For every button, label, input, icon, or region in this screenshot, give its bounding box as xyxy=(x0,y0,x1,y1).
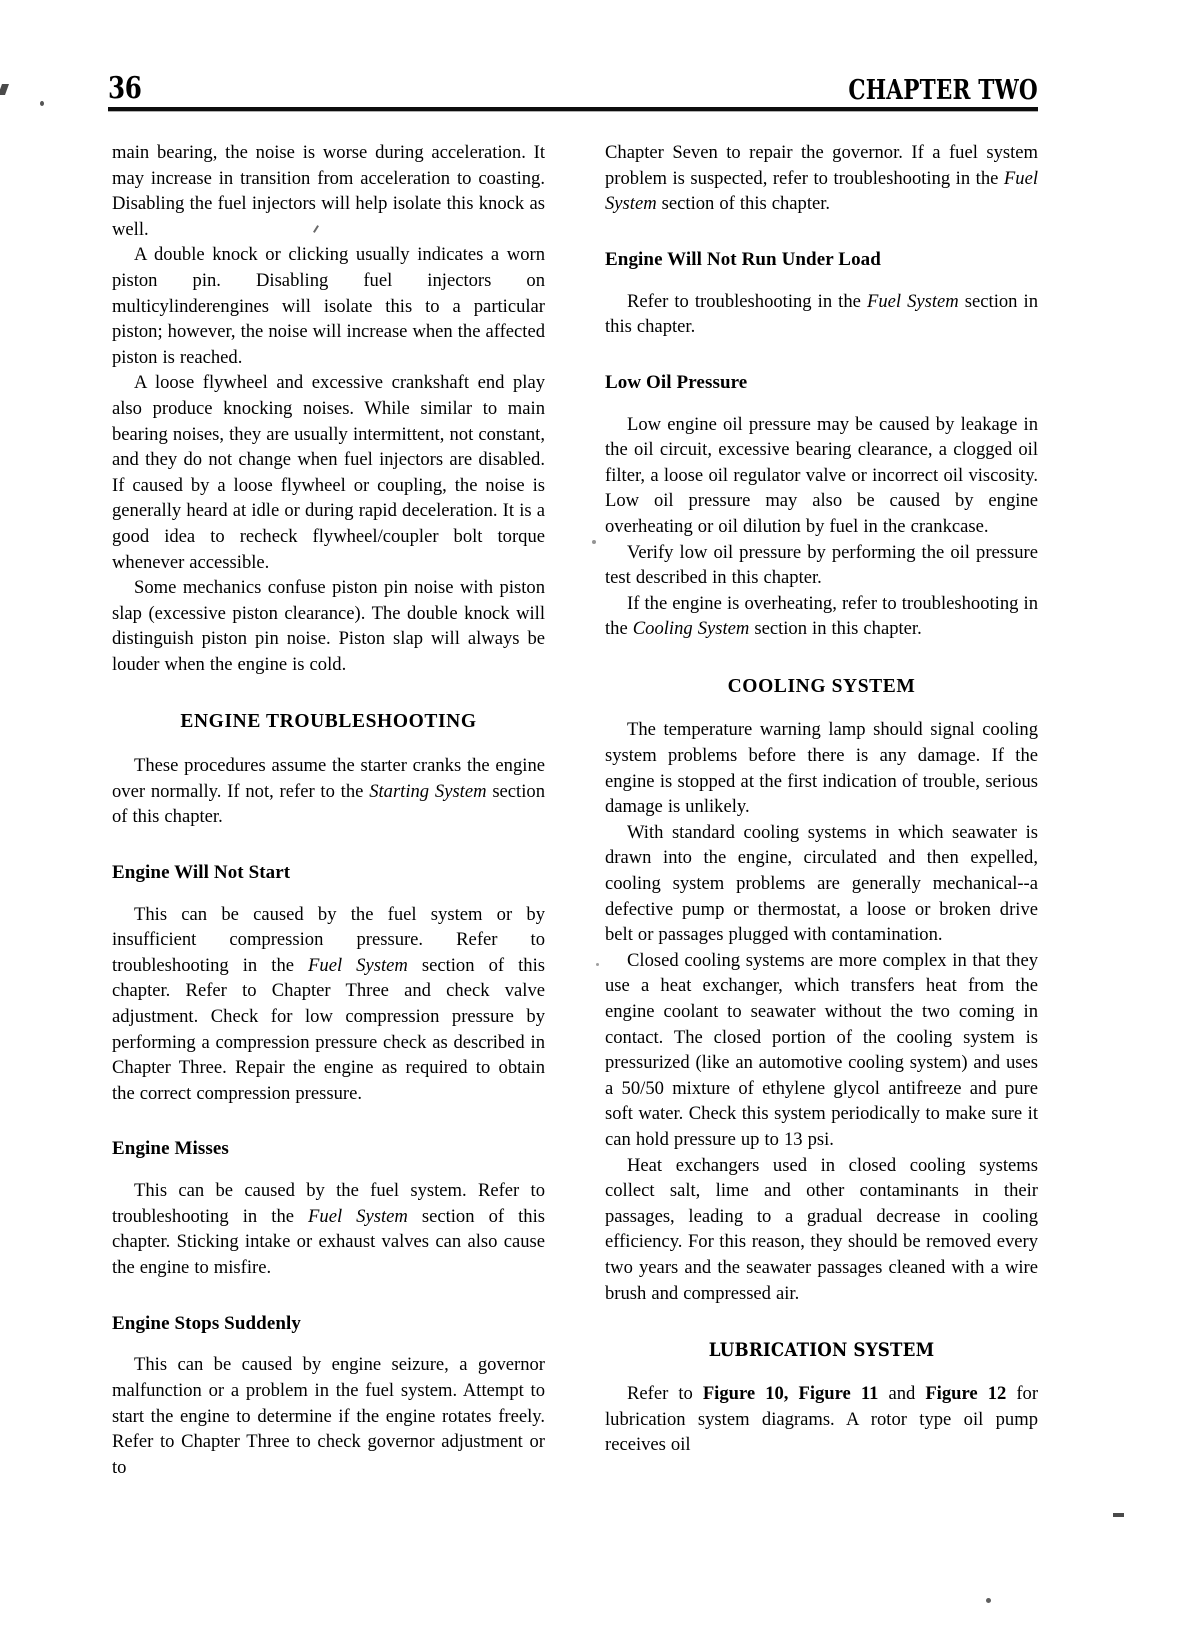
section-heading-engine-troubleshooting: ENGINE TROUBLESHOOTING xyxy=(180,711,477,733)
text-run: section of this chapter. Sticking intake or exhaust valves can also cause the engine to misfire. xyxy=(112,1205,545,1278)
text-run: section of this chapter. Refer to Chapter Three and check valve adjustment. Check for low compression pressure by performing a compression pressure check as described in Chapter Three. Repair the engine as required to obtain the correct compression pressure. xyxy=(112,954,545,1104)
italic-reference: Fuel System xyxy=(308,1205,408,1227)
right-column xyxy=(605,140,1038,1480)
text-run: Chapter Seven to repair the governor. If a fuel system problem is suspected, refer to troubleshooting in the xyxy=(605,142,1038,189)
subheading-engine-will-not-run-under-load: Engine Will Not Run Under Load xyxy=(605,248,881,270)
italic-reference: Starting System xyxy=(369,780,487,802)
text-run: These procedures assume the starter cranks the engine over normally. If not, refer to the xyxy=(112,754,545,802)
text-run: section in this chapter. xyxy=(749,618,922,640)
scan-artifact-speck xyxy=(1113,1513,1124,1517)
text-run: section of this chapter. xyxy=(112,780,545,828)
text-run: This can be caused by the fuel system. Refer to troubleshooting in the xyxy=(112,1180,545,1227)
text-run: This can be caused by the fuel system or by insufficient compression pressure. Refer to troubleshooting in the xyxy=(112,903,545,976)
paragraph-continued xyxy=(605,140,1038,217)
italic-reference: Fuel System xyxy=(866,290,959,312)
figure-reference-10-11: Figure 10, Figure 11 xyxy=(702,1382,879,1404)
section-heading-cooling-system: COOLING SYSTEM xyxy=(727,676,916,697)
subheading-engine-will-not-start: Engine Will Not Start xyxy=(112,861,291,883)
paragraph: A double knock or clicking usually indicates a worn piston pin. Disabling fuel injectors on multicylinderengines will isolate this to a particular piston; however, the noise will increase when the affected piston is reached. xyxy=(112,244,546,368)
two-column-body xyxy=(112,140,1038,1480)
page-header xyxy=(108,62,1038,112)
subheading-low-oil-pressure: Low Oil Pressure xyxy=(605,371,748,393)
section-heading-lubrication-system: LUBRICATION SYSTEM xyxy=(708,1339,935,1362)
subheading-engine-stops-suddenly: Engine Stops Suddenly xyxy=(112,1312,302,1334)
paragraph: Closed cooling systems are more complex in that they use a heat exchanger, which transfers heat from the engine coolant to seawater without the two coming in contact. The closed portion of the cooling system is pressurized (like an automotive cooling system) and uses a 50/50 mixture of ethylene glycol antifreeze and pure soft water. Check this system periodically to make sure it can hold pressure up to 13 psi. xyxy=(605,949,1038,1150)
italic-reference: Fuel System xyxy=(308,954,408,976)
text-run: If the engine is overheating, refer to troubleshooting in the xyxy=(605,592,1038,640)
paragraph xyxy=(112,1178,545,1280)
paragraph xyxy=(112,902,545,1107)
paragraph: The temperature warning lamp should signal cooling system problems before there is any damage. If the engine is stopped at the first indication of trouble, serious damage is unlikely. xyxy=(605,719,1038,818)
paragraph: A loose flywheel and excessive crankshaft end play also produce knocking noises. While similar to main bearing noises, they are usually intermittent, not constant, and they do not change when fuel injectors are disabled. If caused by a loose flywheel or coupling, the noise is generally heard at idle or during rapid deceleration. It is a good idea to recheck flywheel/coupler bolt torque whenever accessible. xyxy=(112,372,545,573)
paragraph: Verify low oil pressure by performing the oil pressure test described in this chapter. xyxy=(605,541,1038,589)
scan-artifact-speck xyxy=(596,963,599,966)
header-divider-rule xyxy=(108,107,1038,111)
left-column xyxy=(112,140,545,1480)
text-run: Refer to xyxy=(627,1382,703,1404)
figure-reference-12: Figure 12 xyxy=(925,1382,1007,1404)
paragraph: This can be caused by engine seizure, a governor malfunction or a problem in the fuel system. Attempt to start the engine to determine if the engine rotates freely. Refer to Chapter Three to check governor adjustment or to xyxy=(112,1354,545,1478)
paragraph xyxy=(605,289,1038,340)
paragraph: Low engine oil pressure may be caused by leakage in the oil circuit, excessive bearing clearance, a clogged oil filter, a loose oil regulator valve or incorrect oil viscosity. Low oil pressure may also be caused by engine overheating or oil dilution by fuel in the crankcase. xyxy=(605,413,1038,538)
page-number: 36 xyxy=(108,71,142,106)
text-run: for lubrication system diagrams. A rotor type oil pump receives oil xyxy=(605,1382,1039,1456)
text-run: and xyxy=(878,1382,926,1404)
scan-artifact-speck xyxy=(592,540,596,544)
paragraph xyxy=(605,591,1038,642)
scan-artifact-speck xyxy=(40,101,44,106)
text-run: section of this chapter. xyxy=(656,193,831,215)
paragraph-lubrication-intro xyxy=(605,1381,1038,1458)
italic-reference: Cooling System xyxy=(632,618,750,640)
scan-artifact-speck xyxy=(986,1598,991,1603)
paragraph: main bearing, the noise is worse during acceleration. It may increase in transition from acceleration to coasting. Disabling the fuel injectors will help isolate this knock as well. xyxy=(112,142,545,240)
paragraph-troubleshooting-intro xyxy=(112,753,545,830)
paragraph: Heat exchangers used in closed cooling systems collect salt, lime and other contaminants in their passages, leading to a gradual decrease in cooling efficiency. For this reason, they should be removed every two years and the seawater passages cleaned with a wire brush and compressed air. xyxy=(605,1154,1038,1304)
italic-reference: Fuel System xyxy=(605,167,1038,215)
running-head-title: CHAPTER TWO xyxy=(848,75,1038,106)
subheading-engine-misses: Engine Misses xyxy=(112,1138,229,1160)
paragraph: With standard cooling systems in which seawater is drawn into the engine, circulated and then expelled, cooling system problems are generally mechanical--a defective pump or thermostat, a loose or broken drive belt or passages plugged with contamination. xyxy=(605,821,1038,946)
scan-artifact-speck xyxy=(0,84,9,95)
paragraph: Some mechanics confuse piston pin noise with piston slap (excessive piston clearance). The double knock will distinguish piston pin noise. Piston slap will always be louder when the engine is cold. xyxy=(112,577,545,675)
text-run: Refer to troubleshooting in the xyxy=(627,290,867,312)
text-run: section in this chapter. xyxy=(605,290,1039,338)
